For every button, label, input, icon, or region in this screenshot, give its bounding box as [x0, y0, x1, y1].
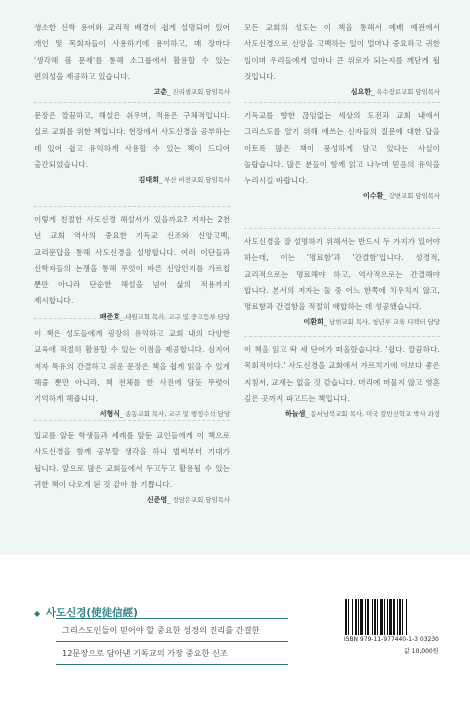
endorsement-signature — [34, 87, 230, 97]
endorsement-quote: 입교를 앞둔 학생들과 세례를 앞둔 교인들에게 이 책으로 사도신경을 함께 공부할 생각을 하니 벌써부터 기대가 됩니다. 앞으로 많은 교회들에서 두고두고 활용될 수 있는 귀한 책이 나오게 된 것 같아 참 기쁩니다. — [34, 431, 230, 489]
isbn-number: ISBN 979-11-977440-1-3 03230 — [344, 637, 439, 643]
endorsement-signature — [244, 317, 440, 327]
endorsement — [244, 234, 440, 327]
endorsement-signature — [34, 175, 230, 185]
endorsement — [34, 326, 230, 419]
endorser-name: 서형식 — [99, 410, 120, 419]
endorsement-signature — [244, 191, 440, 201]
divider — [244, 336, 440, 337]
divider — [34, 206, 230, 207]
endorsement-signature — [34, 409, 230, 419]
endorser-affiliation: _ 동서남북교회 목사, 미국 칼빈신학교 박사 과정 — [305, 410, 440, 419]
book-info-section — [0, 555, 470, 707]
endorser-name: 신준영 — [146, 496, 168, 505]
endorser-name: 이수환 — [363, 192, 384, 201]
endorser-affiliation: _ 대원교회 목사, 교구 및 중고등부 담당 — [119, 312, 230, 321]
endorser-affiliation: _ 송동교회 목사, 교구 및 행정수석 담당 — [119, 410, 230, 419]
endorsement-signature — [34, 495, 230, 505]
endorsement-quote: 사도신경을 잘 설명하기 위해서는 반드시 두 가지가 있어야 하는데, 이는 '명료함'과 '간결함'입니다. 성경적, 교리적으로는 명료해야 하고, 역사적으로는 간결해야 합니다. 본서의 저자는 둘 중 어느 한쪽에 치우치지 않고, 명료함과 간결함을 적절히 배합하는 데 성공했습니다. — [244, 237, 440, 312]
endorsement — [34, 428, 230, 505]
endorsement-signature — [244, 409, 440, 419]
endorsement-quote: 이렇게 친절한 사도신경 해설서가 있을까요? 저자는 2천 년 교회 역사의 중요한 기독교 신조와 신앙고백, 교리문답을 통해 사도신경을 설명합니다. 여러 이단들과 신학자들의 논쟁을 통해 무엇이 바른 신앙인지를 가르칩 뿐만 아니라 단순한 해설을 넘어 삶의 적용까지 제시합니다. — [34, 215, 230, 306]
endorser-name: 이환희 — [303, 318, 324, 327]
endorsement-quote: 이 책은 성도들에게 굉장히 유익하고 교회 내의 다양한 교육에 적절히 활용할 수 있는 이점을 제공합니다. 심지어 저자 특유의 간결하고 쉬운 문장은 책을 쉽게 읽을 수 있게 해줄 뿐만 아니라, 책 전체를 한 사진에 담듯 뚜렷이 기억하게 해줍니다. — [34, 329, 230, 404]
endorser-name: 하늘샘 — [284, 410, 306, 419]
divider — [34, 318, 230, 319]
book-summary-box — [56, 618, 288, 665]
endorsement-quote: 기독교를 향한 끊임없는 세상의 도전과 교회 내에서 그리스도를 알기 위해 애쓰는 신자들의 질문에 대한 답을 이토록 많은 책이 풍성하게 담고 있다는 사실이 놀랍습니다. 많은 분들이 함께 읽고 나누며 믿음의 유익을 누리시길 바랍니다. — [244, 111, 440, 186]
endorsement-quote: 생소한 신학 용어와 교리적 배경이 쉽게 설명되어 있어 개인 및 목회자들이 사용하기에 용이하고, 매 장마다 '생각해 볼 문제'를 통해 소그룹에서 활용할 수 있는 편의성을 제공하고 있습니다. — [34, 23, 230, 81]
endorsement — [34, 108, 230, 185]
endorsement — [244, 108, 440, 201]
endorsement-quote: 모든 교회의 성도는 이 책을 통해서 예배 예전에서 사도신경으로 신앙을 고백하는 일이 얼마나 중요하고 귀한 일이며 우리들에게 얼마나 큰 위로가 되는지를 깨닫게 될 것입니다. — [244, 23, 440, 81]
book-summary-line: 그리스도인들이 믿어야 할 중요한 성경의 진리를 간결한 — [62, 625, 260, 635]
endorser-affiliation: _ 남현교회 목사, 청년부 교육 디렉터 담당 — [323, 318, 440, 327]
book-price: 값 10,000원 — [404, 648, 439, 655]
book-title: 사도신경(使徒信經) — [45, 607, 138, 619]
endorsement — [34, 212, 230, 322]
diamond-bullet-icon: ◆ — [34, 609, 41, 618]
endorser-name: 김태희 — [138, 176, 159, 185]
endorsement — [34, 20, 230, 97]
divider — [244, 228, 440, 229]
endorsement-quote: 문장은 깔끔하고, 해설은 쉬우며, 적용은 구체적입니다. 실로 교회를 위한 책입니다. 현장에서 사도신경을 공부하는 데 있어 쉽고 유익하게 사용할 수 있는 책이 드디어 출간되었습니다. — [34, 111, 230, 169]
endorsement — [244, 20, 440, 97]
divider — [34, 102, 230, 103]
divider — [244, 102, 440, 103]
endorsement-signature — [244, 87, 440, 97]
endorsement — [244, 342, 440, 419]
book-summary-line: 12문장으로 담아낸 기독교의 가장 중요한 신조 — [56, 641, 288, 664]
endorser-name: 심요한 — [350, 88, 371, 97]
endorser-name: 배준호 — [99, 312, 120, 321]
barcode-icon — [344, 599, 438, 635]
endorsement-signature — [34, 312, 230, 322]
endorser-affiliation: _ 강변교회 담임목사 — [383, 192, 440, 201]
divider — [34, 420, 230, 421]
endorser-affiliation: _ 정담은교회 담임목사 — [167, 496, 230, 505]
endorser-name: 고춘 — [153, 88, 168, 97]
endorser-affiliation: _ 진리샘교회 담임목사 — [167, 88, 230, 97]
endorsement-quote: 이 책을 읽고 딱 세 단어가 떠올랐습니다. '쉽다. 깔끔하다. 목회적이다.' 사도신경을 교회에서 가르치기에 이보다 좋은 지침서, 교재는 없을 것 같습니다. 머리에 머물지 않고 영혼 깊은 곳까지 파고드는 책입니다. — [244, 345, 440, 403]
endorser-affiliation: _ 옥수장로교회 담임목사 — [371, 88, 440, 97]
endorser-affiliation: _ 부산 비전교회 담임목사 — [158, 176, 230, 185]
